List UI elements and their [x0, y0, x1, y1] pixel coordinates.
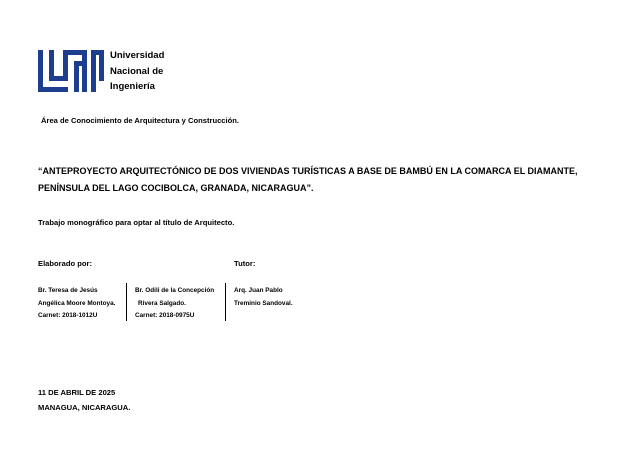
author-1-line: Carnet: 2018-1012U	[38, 312, 98, 319]
document-title: “ANTEPROYECTO ARQUITECTÓNICO DE DOS VIVIENDAS TURÍSTICAS A BASE DE BAMBÚ EN LA COMARCA EL DIAMANTE, PENÍNSULA DEL LAGO COCIBOLCA, GRANADA, NICARAGUA”.	[38, 166, 578, 193]
column-divider	[126, 283, 127, 321]
university-name	[110, 48, 164, 95]
author-1	[38, 285, 115, 323]
university-name-line: Ingeniería	[110, 81, 155, 92]
author-1-line: Angélica Moore Montoya.	[38, 299, 116, 307]
uni-logo-icon	[38, 50, 104, 92]
university-name-line: Nacional de	[110, 65, 164, 77]
tutor-line: Treminio Sandoval.	[234, 299, 293, 307]
degree-purpose: Trabajo monográfico para optar al título de Arquitecto.	[38, 218, 235, 227]
author-2-line: Rivera Salgado.	[138, 299, 186, 307]
footer-date: 11 DE ABRIL DE 2025	[38, 388, 116, 397]
footer-place: MANAGUA, NICARAGUA.	[38, 403, 131, 412]
author-1-line: Br. Teresa de Jesús	[38, 287, 98, 294]
footer	[38, 385, 130, 415]
column-divider	[225, 283, 226, 321]
authors-label: Elaborado por:	[38, 259, 93, 268]
tutor-label: Tutor:	[234, 259, 256, 268]
author-2-line: Carnet: 2018-0975U	[135, 312, 195, 319]
tutor-line: Arq. Juan Pablo	[234, 287, 283, 294]
author-2-line: Br. Odili de la Concepción	[135, 287, 215, 294]
university-name-line: Universidad	[110, 50, 165, 61]
tutor-name	[234, 285, 293, 310]
area-heading: Área de Conocimiento de Arquitectura y Construcción.	[41, 116, 240, 125]
author-2	[135, 285, 214, 323]
